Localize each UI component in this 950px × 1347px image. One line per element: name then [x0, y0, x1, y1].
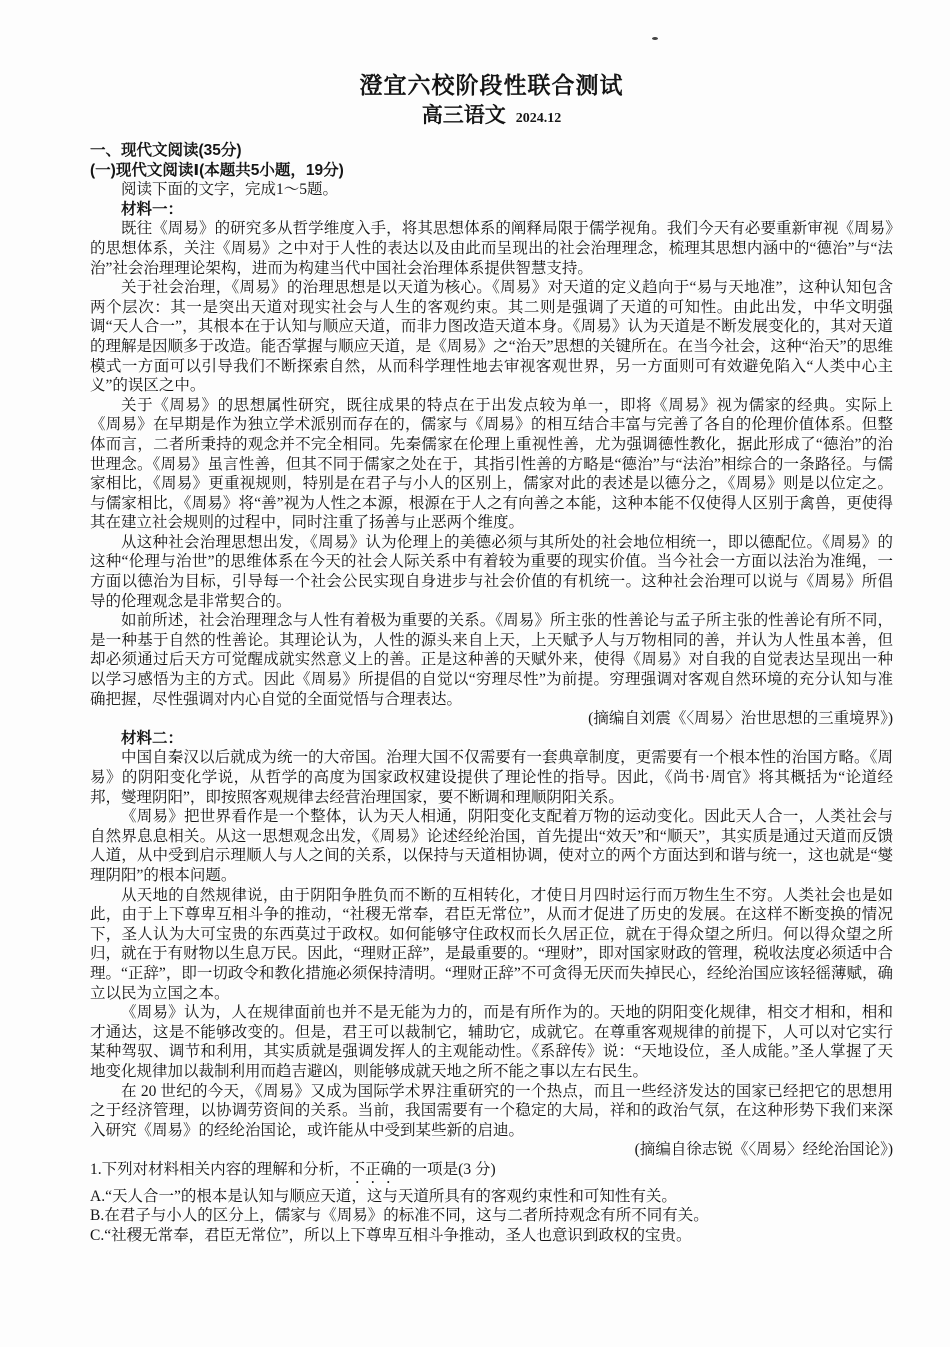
material2-paragraph-2: 《周易》把世界看作是一个整体，认为天人相通，阴阳变化支配着万物的运动变化。因此天人合一，人类社会与自然界息息相关。从这一思想观念出发，《周易》论述经纶治国，首先提出“效天”和“顺天”，其实质是通过天道而反馈人道，从中受到启示理顺人与人之间的关系，以保持与天道相协调，使对立的两个方面达到和谐与统一，这也就是“燮理阴阳”的根本问题。 [90, 808, 893, 884]
material2-source: (摘编自徐志锐《〈周易〉经纶治国论》) [634, 1141, 893, 1159]
material1-paragraph-2: 关于社会治理，《周易》的治理思想是以天道为核心。《周易》对天道的定义趋向于“易与天地准”，这种认知包含两个层次：其一是突出天道对现实社会与人生的客观约束。其二则是强调了天道的可知性。由此出发，中华文明强调“天人合一”，其根本在于认知与顺应天道，而非力图改造天道本身。《周易》认为天道是不断发展变化的，其对天道的理解是因顺多于改造。能否掌握与顺应天道，是《周易》之“治天”思想的关键所在。在当今社会，这种“治天”的思维模式一方面可以引导我们不断探索自然，从而科学理性地去审视客观世界，另一方面则可有效避免陷入“人类中心主义”的误区之中。 [90, 279, 893, 395]
question-1-option-b: B.在君子与小人的区分上，儒家与《周易》的标准不同，这与二者所持观念有所不同有关。 [90, 1207, 709, 1225]
material2-paragraph-5: 在 20 世纪的今天，《周易》又成为国际学术界注重研究的一个热点，而且一些经济发达的国家已经把它的思想用之于经济管理，以协调劳资间的关系。当前，我国需要有一个稳定的大局，祥和的政治气氛，在这种形势下我们来深入研究《周易》的经纶治国论，或许能从中受到某些新的启迪。 [90, 1082, 893, 1139]
question-1-option-c: C.“社稷无常奉，君臣无常位”，所以上下尊卑互相斗争推动，圣人也意识到政权的宝贵。 [90, 1227, 692, 1245]
exam-subtitle-row [90, 102, 893, 133]
exam-date: 2024.12 [515, 111, 562, 126]
material1-paragraph-4: 从这种社会治理思想出发，《周易》认为伦理上的美德必须与其所处的社会地位相统一，即以德配位。《周易》的这种“伦理与治世”的思维体系在今天的社会人际关系中有着较为重要的现实价值。当今社会一方面以法治为准绳，一方面以德治为目标，引导每一个社会公民实现自身进步与社会价值的有机统一。这种社会治理可以说与《周易》所倡导的伦理观念是非常契合的。 [90, 533, 893, 610]
section-heading: 一、现代文阅读(35分) [90, 142, 242, 159]
exam-title: 澄宜六校阶段性联合测试 [359, 72, 624, 98]
material1-source: (摘编自刘震《〈周易〉治世思想的三重境界》) [588, 710, 893, 728]
material2-paragraph-4: 《周易》认为，人在规律面前也并不是无能为力的，而是有所作为的。天地的阴阳变化规律，相交才相和，相和才通达，这是不能够改变的。但是，君王可以裁制它，辅助它，成就它。在尊重客观规律的前提下，人可以对它实行某种驾驭、调节和利用，其实质就是强调发挥人的主观能动性。《系辞传》说：“天地设位，圣人成能。”圣人掌握了天地变化规律加以裁制利用而趋吉避凶，则能够成就天地之所不能之事以左右民生。 [90, 1004, 893, 1080]
material2-label: 材料二： [121, 729, 184, 747]
material1-paragraph-1: 既往《周易》的研究多从哲学维度入手，将其思想体系的阐释局限于儒学视角。我们今天有必要重新审视《周易》的思想体系，关注《周易》之中对于人性的表达以及由此而呈现出的社会治理理念，梳理其思想内涵中的“德治”与“法治”社会治理理论架构，进而为构建当代中国社会治理体系提供智慧支持。 [90, 220, 893, 277]
subsection-heading: (一)现代文阅读Ⅰ(本题共5小题，19分) [90, 161, 344, 179]
exam-subject: 高三语文 [421, 104, 506, 127]
scan-artifact-dot [652, 37, 658, 40]
question-1-prefix: 1.下列对材料相关内容的理解和分析， [90, 1160, 350, 1178]
material1-paragraph-5: 如前所述，社会治理理念与人性有着极为重要的关系。《周易》所主张的性善论与孟子所主张的性善论有所不同，是一种基于自然的性善论。其理论认为，人性的源头来自上天，上天赋予人与万物相同的善，并认为人性虽本善，但却必须通过后天方可觉醒成就实然意义上的善。正是这种善的天赋外来，使得《周易》对自我的自觉表达呈现出一种以学习感悟为主的方式。因此《周易》所提倡的自觉以“穷理尽性”为前提。穷理强调对客观自然环境的充分认知与准确把握，尽性强调对内心自觉的全面觉悟与合理表达。 [90, 612, 893, 708]
question-1-suffix: 的一项是(3 分) [396, 1160, 496, 1178]
question-1-option-a: A.“天人合一”的根本是认知与顺应天道，这与天道所具有的客观约束性和可知性有关。 [90, 1187, 677, 1205]
material1-label: 材料一： [121, 200, 184, 218]
material2-paragraph-3: 从天地的自然规律说，由于阴阳争胜负而不断的互相转化，才使日月四时运行而万物生生不穷。人类社会也是如此，由于上下尊卑互相斗争的推动，“社稷无常奉，君臣无常位”，从而才促进了历史的发展。在这样不断变换的情况下，圣人认为大可宝贵的东西莫过于政权。如何能够守住政权而长久居正位，就在于得众望之所归。何以得众望之所归，就在于有财物以生息万民。因此，“理财正辞”，是最重要的。“理财”，即对国家财政的管理，税收法度必须适中合理。“正辞”，即一切政令和教化措施必须保持清明。“理财正辞”不可贪得无厌而失掉民心，经纶治国应该轻徭薄赋，确立以民为立国之本。 [90, 886, 893, 1002]
material2-paragraph-1: 中国自秦汉以后就成为统一的大帝国。治理大国不仅需要有一套典章制度，更需要有一个根本性的治国方略。《周易》的阴阳变化学说，从哲学的高度为国家政权建设提供了理论性的指导。因此，《尚书·周官》将其概括为“论道经邦，燮理阴阳”，即按照客观规律去经营治理国家，要不断调和理顺阴阳关系。 [90, 749, 893, 806]
question-1-emphasis: 不正确 [349, 1160, 397, 1178]
question-1-stem [90, 1160, 893, 1187]
material1-paragraph-3: 关于《周易》的思想属性研究，既往成果的特点在于出发点较为单一，即将《周易》视为儒家的经典。实际上《周易》在早期是作为独立学术派别而存在的，儒家与《周易》的相互结合丰富与完善了各自的伦理价值体系。但整体而言，二者所秉持的观念并不完全相同。先秦儒家在伦理上重视性善，尤为强调德性教化，据此形成了“德治”的治世理念。《周易》虽言性善，但其不同于儒家之处在于，其指引性善的方略是“德治”与“法治”相综合的一条路径。与儒家相比，《周易》更重视规则，特别是在君子与小人的区别上，儒家对此的表述是以德分之，《周易》则是以位定之。与儒家相比，《周易》将“善”视为人性之本源，根源在于人之有向善之本能，这种本能不仅使得人区别于禽兽，更使得其在建立社会规则的过程中，同时注重了扬善与止恶两个维度。 [90, 396, 893, 532]
exam-content [90, 141, 893, 1246]
reading-instruction: 阅读下面的文字，完成1～5题。 [121, 181, 339, 199]
